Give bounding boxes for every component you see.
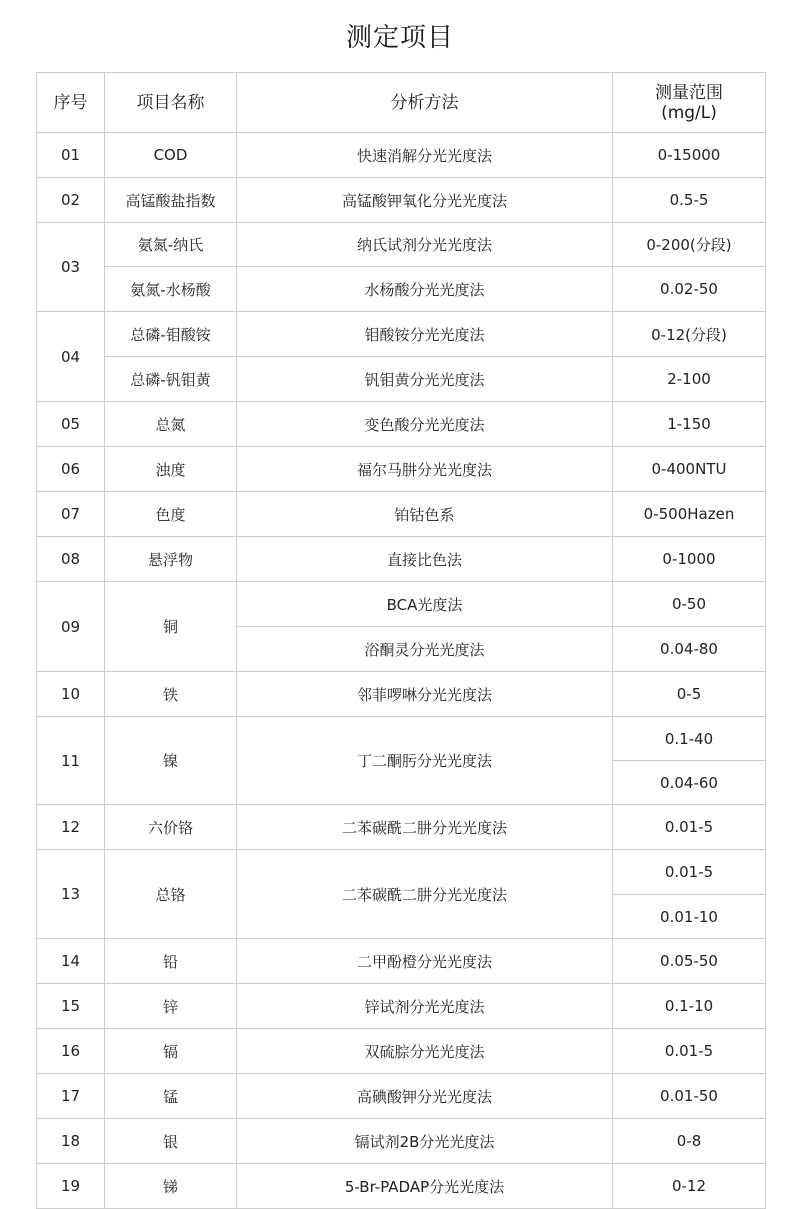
table-row [37,357,766,402]
cell-range: 0.5-5 [613,178,766,223]
cell-method: 锌试剂分光光度法 [237,984,613,1029]
cell-method: 钒钼黄分光光度法 [237,357,613,402]
cell-method: BCA光度法 [237,582,613,627]
table-row [37,223,766,267]
cell-method: 二苯碳酰二肼分光光度法 [237,850,613,939]
cell-no: 17 [37,1074,105,1119]
cell-no: 06 [37,447,105,492]
cell-range: 0.01-5 [613,1029,766,1074]
cell-no: 05 [37,402,105,447]
cell-method: 邻菲啰啉分光光度法 [237,672,613,717]
cell-name: 铁 [105,672,237,717]
cell-range: 0-1000 [613,537,766,582]
cell-method: 浴酮灵分光光度法 [237,627,613,672]
cell-method: 直接比色法 [237,537,613,582]
cell-method: 纳氏试剂分光光度法 [237,223,613,267]
table-row [37,717,766,761]
table-row [37,267,766,312]
cell-range: 0.05-50 [613,939,766,984]
table-row [37,447,766,492]
cell-no: 02 [37,178,105,223]
header-no: 序号 [37,73,105,133]
cell-method: 变色酸分光光度法 [237,402,613,447]
cell-range: 0.1-40 [613,717,766,761]
cell-range: 0-15000 [613,133,766,178]
cell-no: 14 [37,939,105,984]
header-range-unit: (mg/L) [661,102,717,123]
cell-range: 0-200(分段) [613,223,766,267]
table-row [37,537,766,582]
cell-name: 铜 [105,582,237,672]
cell-name: 锌 [105,984,237,1029]
cell-name: 总磷-钼酸铵 [105,312,237,357]
cell-range: 0.01-5 [613,805,766,850]
cell-method: 高碘酸钾分光光度法 [237,1074,613,1119]
table-row [37,984,766,1029]
measurement-items-table [36,72,766,1209]
table-row [37,582,766,627]
cell-method: 福尔马肼分光光度法 [237,447,613,492]
table-row [37,402,766,447]
cell-method: 水杨酸分光光度法 [237,267,613,312]
table-row [37,312,766,357]
cell-range: 0.01-50 [613,1074,766,1119]
table-row [37,492,766,537]
cell-method: 丁二酮肟分光光度法 [237,717,613,805]
cell-range: 0-12(分段) [613,312,766,357]
cell-range: 0.01-5 [613,850,766,895]
cell-range: 0.04-80 [613,627,766,672]
cell-range: 0.02-50 [613,267,766,312]
table-row [37,805,766,850]
table-row [37,939,766,984]
cell-name: 悬浮物 [105,537,237,582]
page-title: 测定项目 [345,23,454,53]
cell-no: 15 [37,984,105,1029]
cell-method: 快速消解分光光度法 [237,133,613,178]
cell-name: 氨氮-纳氏 [105,223,237,267]
table-row [37,1119,766,1164]
cell-name: 锰 [105,1074,237,1119]
cell-no: 04 [37,312,105,402]
cell-name: 浊度 [105,447,237,492]
header-range [613,73,766,133]
cell-no: 12 [37,805,105,850]
cell-no: 11 [37,717,105,805]
header-method: 分析方法 [237,73,613,133]
cell-method: 双硫腙分光光度法 [237,1029,613,1074]
cell-no: 16 [37,1029,105,1074]
table-row [37,1029,766,1074]
cell-no: 08 [37,537,105,582]
cell-name: 铅 [105,939,237,984]
cell-name: 总磷-钒钼黄 [105,357,237,402]
table-row [37,1164,766,1209]
cell-range: 1-150 [613,402,766,447]
cell-no: 19 [37,1164,105,1209]
cell-method: 二甲酚橙分光光度法 [237,939,613,984]
cell-name: 高锰酸盐指数 [105,178,237,223]
cell-method: 钼酸铵分光光度法 [237,312,613,357]
cell-range: 0-50 [613,582,766,627]
header-name: 项目名称 [105,73,237,133]
cell-name: 六价铬 [105,805,237,850]
cell-method: 铂钴色系 [237,492,613,537]
table-row [37,1074,766,1119]
cell-method: 二苯碳酰二肼分光光度法 [237,805,613,850]
table-row [37,672,766,717]
cell-range: 0-8 [613,1119,766,1164]
cell-method: 5-Br-PADAP分光光度法 [237,1164,613,1209]
table-row [37,178,766,223]
cell-range: 0.01-10 [613,895,766,939]
cell-no: 03 [37,223,105,312]
table-header-row [37,73,766,133]
header-range-label: 测量范围 [655,82,723,103]
cell-range: 0-5 [613,672,766,717]
cell-method: 高锰酸钾氧化分光光度法 [237,178,613,223]
cell-method: 镉试剂2B分光光度法 [237,1119,613,1164]
cell-name: 镉 [105,1029,237,1074]
table-row [37,850,766,895]
cell-no: 13 [37,850,105,939]
table-row [37,133,766,178]
cell-no: 07 [37,492,105,537]
cell-name: 色度 [105,492,237,537]
cell-name: COD [105,133,237,178]
cell-range: 0.04-60 [613,761,766,805]
cell-name: 镍 [105,717,237,805]
cell-range: 0-12 [613,1164,766,1209]
cell-no: 09 [37,582,105,672]
cell-range: 0-400NTU [613,447,766,492]
cell-name: 总氮 [105,402,237,447]
cell-no: 18 [37,1119,105,1164]
cell-range: 0-500Hazen [613,492,766,537]
cell-name: 氨氮-水杨酸 [105,267,237,312]
cell-range: 0.1-10 [613,984,766,1029]
cell-range: 2-100 [613,357,766,402]
cell-name: 锑 [105,1164,237,1209]
cell-name: 总铬 [105,850,237,939]
cell-no: 10 [37,672,105,717]
cell-name: 银 [105,1119,237,1164]
cell-no: 01 [37,133,105,178]
